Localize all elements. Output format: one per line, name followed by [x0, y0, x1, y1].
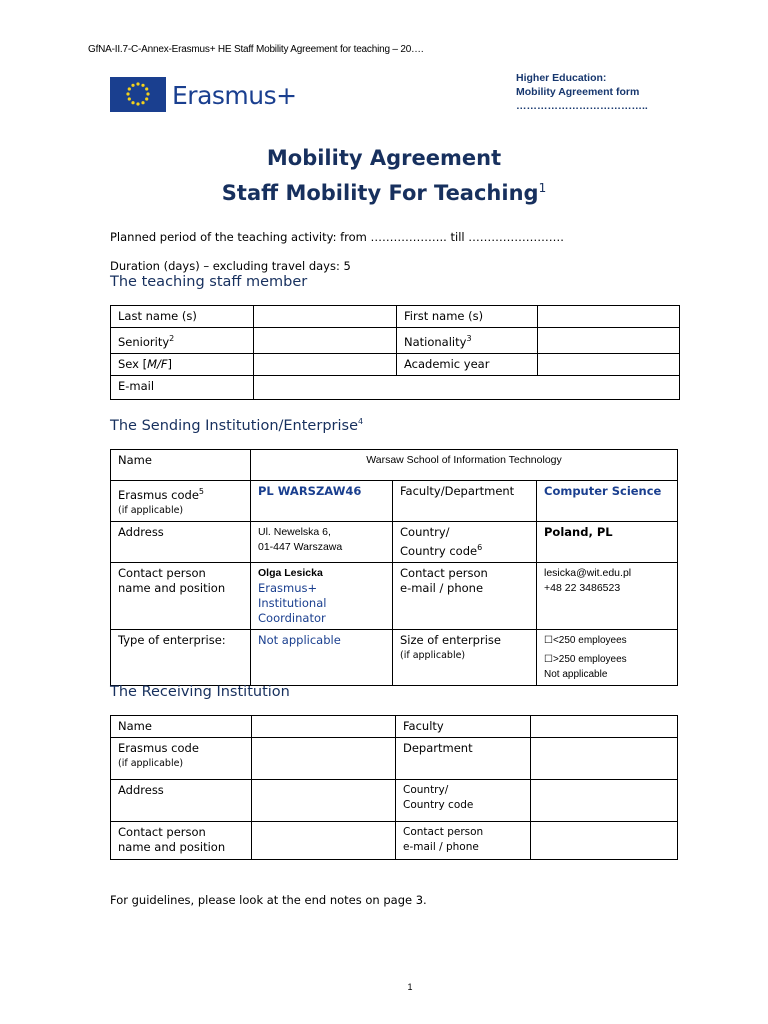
receiving-heading: The Receiving Institution [110, 684, 290, 700]
receiving-name-field[interactable] [252, 716, 396, 738]
sending-type-label: Type of enterprise: [111, 629, 251, 685]
brand-name: Erasmus+ [172, 81, 297, 110]
sending-country-label: Country/ Country code$^6$ [393, 521, 537, 562]
seniority-label: Seniority$^2$ [111, 328, 254, 354]
receiving-erasmus-label: Erasmus code (if applicable) [111, 738, 252, 780]
academic-year-field[interactable] [538, 353, 680, 375]
size-option-na: Not applicable [544, 668, 608, 680]
receiving-email-field[interactable] [531, 822, 678, 860]
email-field[interactable] [254, 375, 680, 399]
receiving-address-field[interactable] [252, 780, 396, 822]
receiving-country-label: Country/ Country code [396, 780, 531, 822]
receiving-contact-field[interactable] [252, 822, 396, 860]
sending-size-options [537, 629, 678, 685]
he-line-3: ……………………………….. [516, 100, 648, 112]
nationality-field[interactable] [538, 328, 680, 354]
sending-heading: The Sending Institution/Enterprise$^4$ [110, 417, 364, 434]
size-option-large[interactable]: ☐>250 employees [544, 653, 627, 665]
sending-size-label: Size of enterprise (if applicable) [393, 629, 537, 685]
receiving-name-label: Name [111, 716, 252, 738]
erasmus-logo [110, 77, 310, 115]
sending-contact-label: Contact person name and position [111, 562, 251, 629]
sending-email-label: Contact person e-mail / phone [393, 562, 537, 629]
academic-year-label: Academic year [397, 353, 538, 375]
duration: Duration (days) – excluding travel days: 5 [110, 259, 351, 273]
size-option-small[interactable]: ☐<250 employees [544, 634, 627, 646]
sending-erasmus-label: Erasmus code$^5$ (if applicable) [111, 481, 251, 522]
first-name-label: First name (s) [397, 306, 538, 328]
sending-country-value: Poland, PL [537, 521, 678, 562]
sending-erasmus-value: PL WARSZAW46 [251, 481, 393, 522]
receiving-contact-label: Contact person name and position [111, 822, 252, 860]
receiving-address-label: Address [111, 780, 252, 822]
receiving-department-field[interactable] [531, 738, 678, 780]
page-number: 1 [407, 982, 413, 992]
sending-address-value: Ul. Newelska 6, 01-447 Warszawa [251, 521, 393, 562]
he-label [516, 71, 648, 113]
seniority-field[interactable] [254, 328, 397, 354]
guidelines-note: For guidelines, please look at the end notes on page 3. [110, 893, 427, 907]
last-name-label: Last name (s) [111, 306, 254, 328]
sending-email-value: lesicka@wit.edu.pl +48 22 3486523 [537, 562, 678, 629]
staff-heading: The teaching staff member [110, 274, 308, 290]
receiving-department-label: Department [396, 738, 531, 780]
sending-faculty-value: Computer Science [537, 481, 678, 522]
last-name-field[interactable] [254, 306, 397, 328]
he-line-2: Mobility Agreement form [516, 86, 640, 98]
receiving-country-field[interactable] [531, 780, 678, 822]
receiving-email-label: Contact person e-mail / phone [396, 822, 531, 860]
staff-table [110, 305, 680, 400]
eu-flag-icon [110, 77, 166, 112]
document-header: GfNA-II.7-C-Annex-Erasmus+ HE Staff Mobility Agreement for teaching – 20…. [88, 44, 424, 55]
receiving-erasmus-field[interactable] [252, 738, 396, 780]
receiving-faculty-label: Faculty [396, 716, 531, 738]
sending-name-value: Warsaw School of Information Technology [251, 450, 678, 481]
sending-type-value: Not applicable [251, 629, 393, 685]
sex-label: Sex [M/F] [111, 353, 254, 375]
sending-faculty-label: Faculty/Department [393, 481, 537, 522]
page-subtitle: Staff Mobility For Teaching$^1$ [221, 181, 547, 205]
page-title: Mobility Agreement [266, 146, 502, 170]
nationality-label: Nationality$^3$ [397, 328, 538, 354]
email-label: E-mail [111, 375, 254, 399]
first-name-field[interactable] [538, 306, 680, 328]
sex-field[interactable] [254, 353, 397, 375]
sending-contact-value: Olga Lesicka Erasmus+ Institutional Coordinator [251, 562, 393, 629]
he-line-1: Higher Education: [516, 72, 607, 84]
sending-address-label: Address [111, 521, 251, 562]
sending-table [110, 449, 678, 686]
receiving-faculty-field[interactable] [531, 716, 678, 738]
planned-period: Planned period of the teaching activity: from ……………….. till ……………………. [110, 230, 564, 244]
sending-name-label: Name [111, 450, 251, 481]
receiving-table [110, 715, 678, 860]
